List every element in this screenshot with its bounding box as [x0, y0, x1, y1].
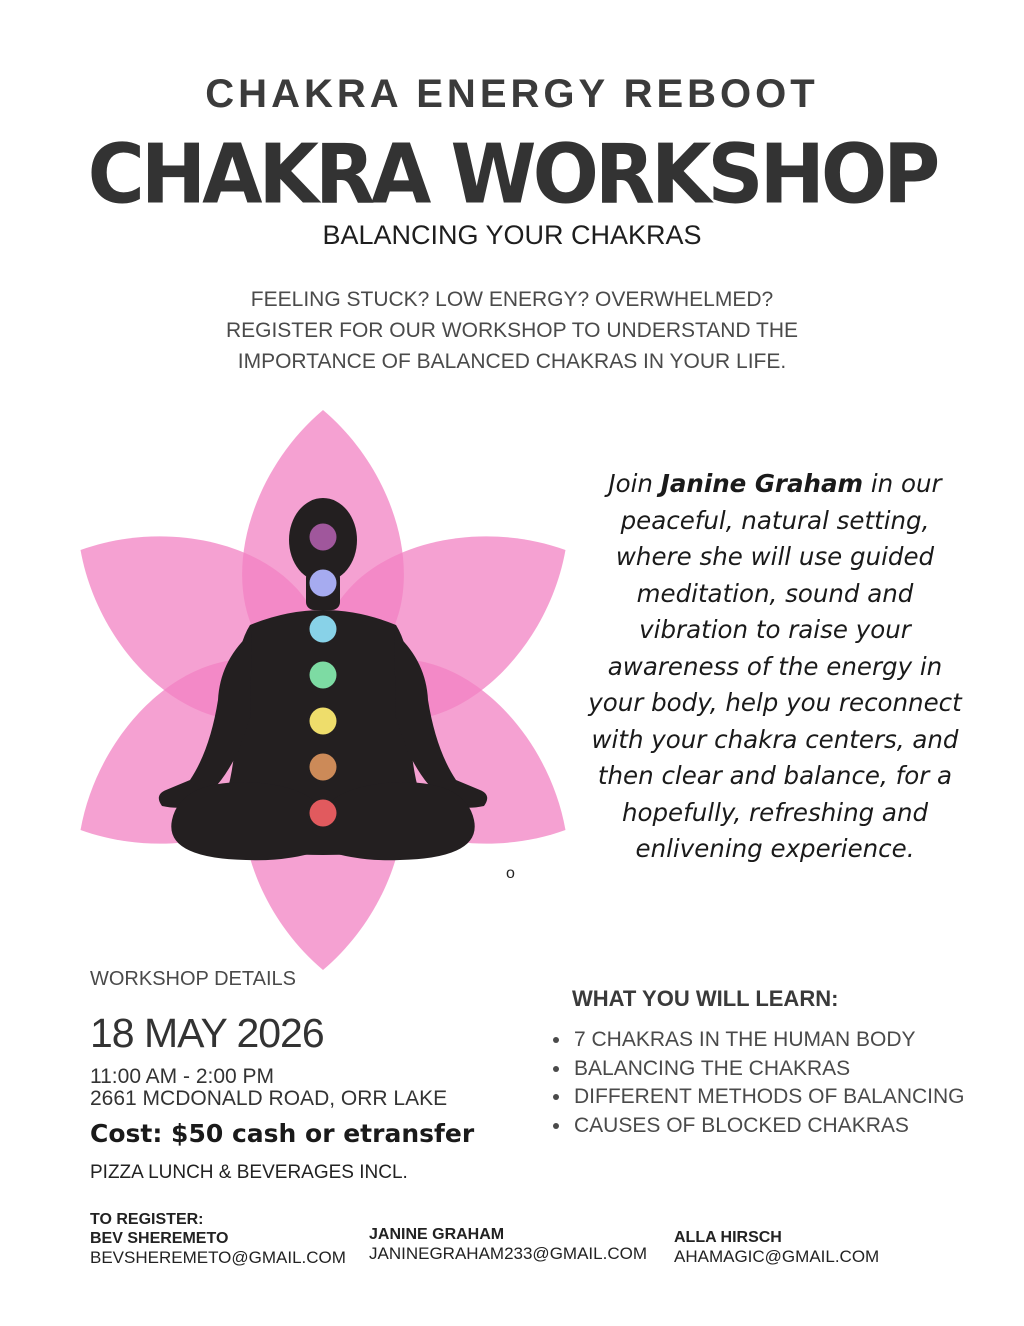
- contact-name: BEV SHEREMETO: [90, 1230, 229, 1247]
- contact-janine: [369, 1225, 647, 1263]
- facilitator-name: Janine Graham: [660, 469, 864, 498]
- contact-bev: [90, 1210, 346, 1267]
- register-label: TO REGISTER:: [90, 1211, 204, 1228]
- workshop-description: [580, 466, 970, 868]
- intro-line: REGISTER FOR OUR WORKSHOP TO UNDERSTAND THE: [225, 319, 799, 342]
- event-time: 11:00 AM - 2:00 PM: [90, 1065, 275, 1088]
- event-date: 18 MAY 2026: [90, 1010, 324, 1056]
- details-label: WORKSHOP DETAILS: [90, 968, 296, 990]
- contact-name: ALLA HIRSCH: [674, 1229, 782, 1246]
- event-kicker: CHAKRA ENERGY REBOOT: [205, 72, 819, 116]
- event-cost: Cost: $50 cash or etransfer: [90, 1119, 475, 1148]
- description-body: in our peaceful, natural setting, where she will use guided meditation, sound and vibration to raise your awareness of the energy in your body, help you reconnect with your chakra centers, and then clear and balance, for a hopefully, refreshing and enlivening experience.: [588, 469, 962, 863]
- chakra-dot: [310, 800, 337, 827]
- intro-text: [0, 284, 1024, 377]
- list-item: • 7 CHAKRAS IN THE HUMAN BODY: [572, 1026, 964, 1055]
- contact-alla: [674, 1228, 879, 1266]
- list-item: • CAUSES OF BLOCKED CHAKRAS: [572, 1112, 964, 1141]
- chakra-dot: [310, 616, 337, 643]
- intro-line: IMPORTANCE OF BALANCED CHAKRAS IN YOUR LIFE.: [237, 350, 787, 373]
- description-prefix: Join: [608, 469, 661, 498]
- intro-line: FEELING STUCK? LOW ENERGY? OVERWHELMED?: [250, 288, 774, 311]
- learn-list: [548, 1026, 964, 1140]
- chakra-dot: [310, 662, 337, 689]
- chakra-dot: [310, 570, 337, 597]
- chakra-dot: [310, 524, 337, 551]
- lunch-note: PIZZA LUNCH & BEVERAGES INCL.: [90, 1162, 408, 1183]
- contact-email[interactable]: JANINEGRAHAM233@GMAIL.COM: [369, 1244, 647, 1263]
- page-title: CHAKRA WORKSHOP: [87, 127, 937, 223]
- contact-name: JANINE GRAHAM: [369, 1226, 505, 1243]
- page-subtitle: BALANCING YOUR CHAKRAS: [322, 220, 702, 250]
- list-item: • DIFFERENT METHODS OF BALANCING: [572, 1083, 964, 1112]
- list-item: • BALANCING THE CHAKRAS: [572, 1055, 964, 1084]
- event-address: 2661 MCDONALD ROAD, ORR LAKE: [90, 1087, 448, 1110]
- chakra-dot: [310, 754, 337, 781]
- marker-glyph: o: [506, 865, 515, 882]
- meditating-figure-lotus-icon: [70, 400, 570, 990]
- learn-heading: WHAT YOU WILL LEARN:: [572, 986, 839, 1011]
- contact-email[interactable]: BEVSHEREMETO@GMAIL.COM: [90, 1248, 346, 1267]
- chakra-dot: [310, 708, 337, 735]
- contact-email[interactable]: AHAMAGIC@GMAIL.COM: [674, 1247, 880, 1266]
